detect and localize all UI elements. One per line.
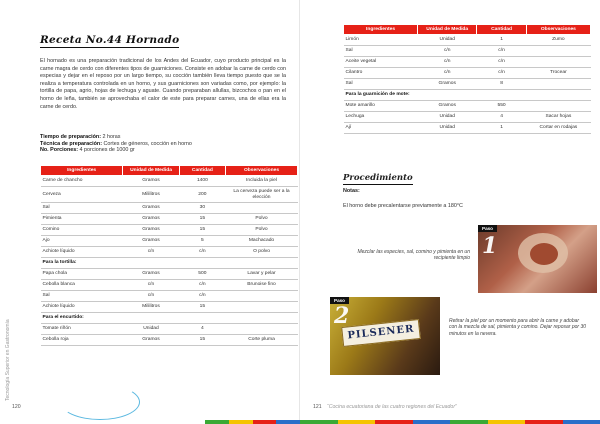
- recipe-intro: El hornado es una preparación tradicional de los Andes del Ecuador, cuyo producto principal es la carne magra de cerdo con diferentes tipos de guarniciones. Consiste en adobar la carne de cerdo con especias y dejar en el reposo por un largo tiempo, su cocción también lleva tiempo puesto que se la realiza a temperatura controlada en un horno, y sus guarniciones son variadas como, por ejemplo: la tortilla de papa, agrio, hojas de lechuga y aguate. Cuando preparaban allullas, bizcochos o pan en el horno de leña, también se aprovechaba el calor de este para preparar carnes, una de ellas era la carne de cerdo.: [40, 58, 286, 110]
- table-cell: 200: [179, 187, 225, 203]
- table-cell: Tomate riñón: [41, 324, 123, 335]
- footer-text: “Cocina ecuatoriana de las cuatro regiones del Ecuador”: [327, 404, 457, 410]
- table-cell: Cebolla roja: [41, 335, 123, 346]
- table-cell: Incluida la piel: [226, 176, 298, 187]
- table-cell: Carne de chancho: [41, 176, 123, 187]
- table-row: [41, 280, 298, 291]
- table-cell: O polvo: [226, 247, 298, 258]
- beer-brand-text: PILSENER: [346, 323, 415, 342]
- table-cell: Sacar hojas: [526, 112, 590, 123]
- table-cell: Gramos: [123, 203, 180, 214]
- table-cell: c/n: [418, 46, 477, 57]
- table-cell: Gramos: [123, 176, 180, 187]
- table-cell: Gramos: [123, 236, 180, 247]
- technique-label: Técnica de preparación:: [40, 140, 103, 147]
- table-cell: Sal: [41, 203, 123, 214]
- table-row: [41, 335, 298, 346]
- table-cell: Ají: [344, 123, 418, 134]
- table-row: [41, 176, 298, 187]
- table-row: [41, 203, 298, 214]
- table-cell: Pimienta: [41, 214, 123, 225]
- color-bar-segment: [253, 420, 277, 424]
- table-cell: 5: [179, 236, 225, 247]
- ingredients-table-right: [343, 24, 591, 134]
- prep-time-value: 2 horas: [102, 134, 121, 140]
- column-header: Unidad de Medida: [123, 166, 180, 176]
- table-cell: Sal: [41, 291, 123, 302]
- step-2-text: Retirar la piel por un momento para abrir la carne y adobar con la mezcla de sal, pimienta y comino. Dejar reposar por 30 minutos en la nevera.: [449, 318, 587, 337]
- color-bar-segment: [338, 420, 376, 424]
- technique-value: Cortes de géneros, cocción en horno: [103, 140, 192, 147]
- color-bar-segment: [300, 420, 338, 424]
- table-cell: Sal: [344, 79, 418, 90]
- procedure-title: Procedimiento: [343, 173, 413, 183]
- color-bar-segment: [563, 420, 600, 424]
- table-cell: Achiote líquido: [41, 302, 123, 313]
- beer-label: [341, 319, 421, 347]
- table-cell: Zumo: [526, 35, 590, 46]
- table-row: [41, 214, 298, 225]
- table-cell: [226, 291, 298, 302]
- table-cell: Mililitros: [123, 302, 180, 313]
- photo-spice-shape: [530, 243, 558, 265]
- notes-label: Notas:: [343, 188, 360, 194]
- prep-info: [40, 134, 286, 154]
- step-1-photo: [478, 225, 597, 293]
- table-cell: Unidad: [418, 112, 477, 123]
- table-cell: [526, 57, 590, 68]
- table-cell: [526, 46, 590, 57]
- step-2-photo: [330, 297, 440, 375]
- table-cell: Mililitros: [123, 187, 180, 203]
- color-bar-segment: [525, 420, 563, 424]
- table-header-row: [41, 166, 298, 176]
- table-cell: [226, 324, 298, 335]
- table-cell: Corte pluma: [226, 335, 298, 346]
- table-cell: Gramos: [123, 225, 180, 236]
- table-row: [41, 225, 298, 236]
- table-cell: Sal: [344, 46, 418, 57]
- table-cell: Unidad: [418, 123, 477, 134]
- table-row: [344, 57, 591, 68]
- column-header: Cantidad: [477, 25, 526, 35]
- table-cell: 1: [477, 35, 526, 46]
- table-cell: 15: [179, 302, 225, 313]
- step-2-number: 2: [334, 303, 350, 329]
- color-bar-right: [300, 420, 600, 424]
- color-bar-segment: [205, 420, 229, 424]
- decorative-swirl: [60, 384, 140, 420]
- table-row: [344, 68, 591, 79]
- table-cell: Cebolla blanca: [41, 280, 123, 291]
- table-row: [41, 302, 298, 313]
- table-cell: Achiote líquido: [41, 247, 123, 258]
- table-row: [344, 123, 591, 134]
- table-cell: c/n: [418, 57, 477, 68]
- table-cell: c/n: [477, 57, 526, 68]
- table-row: [344, 46, 591, 57]
- notes-text: El horno debe precalentarse previamente a 180°C: [343, 203, 463, 209]
- table-cell: Cortar en rodajas: [526, 123, 590, 134]
- table-cell: Trocear: [526, 68, 590, 79]
- table-cell: Lavar y pelar: [226, 269, 298, 280]
- table-cell: Lechuga: [344, 112, 418, 123]
- table-row: [41, 236, 298, 247]
- table-cell: Gramos: [123, 335, 180, 346]
- table-row: [41, 269, 298, 280]
- color-bar-segment: [229, 420, 253, 424]
- table-cell: c/n: [179, 280, 225, 291]
- table-cell: 15: [179, 335, 225, 346]
- table-cell: Brunoise fino: [226, 280, 298, 291]
- table-cell: 30: [179, 203, 225, 214]
- table-cell: c/n: [123, 280, 180, 291]
- table-cell: c/n: [477, 68, 526, 79]
- table-cell: 4: [477, 112, 526, 123]
- color-bar-segment: [276, 420, 300, 424]
- table-cell: c/n: [477, 46, 526, 57]
- prep-time-label: Tiempo de preparación:: [40, 134, 102, 140]
- side-vertical-text: Tecnología Superior en Gastronomía: [5, 319, 11, 401]
- ingredients-table-left: [40, 165, 298, 346]
- table-cell: La cerveza puede ser a la elección: [226, 187, 298, 203]
- table-row: [344, 112, 591, 123]
- table-cell: c/n: [418, 68, 477, 79]
- section-label: Para la guarnición de mote:: [344, 90, 591, 101]
- section-label: Para el encurtido:: [41, 313, 298, 324]
- table-cell: Ajo: [41, 236, 123, 247]
- table-cell: c/n: [123, 291, 180, 302]
- table-cell: Comino: [41, 225, 123, 236]
- table-cell: c/n: [179, 291, 225, 302]
- portions-value: 4 porciones de 1000 gr: [79, 147, 135, 154]
- column-header: Observaciones: [226, 166, 298, 176]
- table-cell: 4: [179, 324, 225, 335]
- step-1-number: 1: [482, 233, 498, 259]
- step-1-tag: Paso: [478, 225, 497, 232]
- step-2-tag: Paso: [330, 297, 349, 304]
- table-cell: Gramos: [418, 101, 477, 112]
- section-row: [41, 258, 298, 269]
- table-header-row: [344, 25, 591, 35]
- table-cell: 15: [179, 214, 225, 225]
- portions-label: No. Porciones:: [40, 147, 79, 154]
- table-row: [41, 187, 298, 203]
- table-row: [344, 79, 591, 90]
- section-row: [344, 90, 591, 101]
- column-header: Observaciones: [526, 25, 590, 35]
- table-cell: [526, 79, 590, 90]
- table-cell: Aceite vegetal: [344, 57, 418, 68]
- table-cell: [226, 302, 298, 313]
- table-cell: 15: [179, 225, 225, 236]
- table-cell: Gramos: [418, 79, 477, 90]
- table-cell: c/n: [179, 247, 225, 258]
- page-number-right: 121: [313, 404, 322, 410]
- table-row: [344, 101, 591, 112]
- table-cell: 8: [477, 79, 526, 90]
- table-cell: 550: [477, 101, 526, 112]
- table-cell: Machacado: [226, 236, 298, 247]
- table-cell: 500: [179, 269, 225, 280]
- section-label: Para la tortilla:: [41, 258, 298, 269]
- column-header: Cantidad: [179, 166, 225, 176]
- page-number-left: 120: [12, 404, 21, 410]
- table-cell: [526, 101, 590, 112]
- table-cell: Polvo: [226, 225, 298, 236]
- table-row: [344, 35, 591, 46]
- table-cell: Papa chola: [41, 269, 123, 280]
- table-cell: [226, 203, 298, 214]
- color-bar-segment: [450, 420, 488, 424]
- table-cell: Gramos: [123, 269, 180, 280]
- table-cell: Cerveza: [41, 187, 123, 203]
- table-cell: Cilantro: [344, 68, 418, 79]
- color-bar-segment: [375, 420, 413, 424]
- column-header: Ingredientes: [41, 166, 123, 176]
- table-cell: c/n: [123, 247, 180, 258]
- table-row: [41, 291, 298, 302]
- table-cell: Unidad: [123, 324, 180, 335]
- section-row: [41, 313, 298, 324]
- step-1-text: Mezclar las especies, sal, comino y pimienta en un recipiente limpio: [357, 249, 470, 262]
- table-cell: Limón: [344, 35, 418, 46]
- column-header: Unidad de Medida: [418, 25, 477, 35]
- recipe-title: Receta No.44 Hornado: [40, 34, 180, 46]
- table-row: [41, 324, 298, 335]
- table-cell: Mote amarillo: [344, 101, 418, 112]
- table-row: [41, 247, 298, 258]
- column-header: Ingredientes: [344, 25, 418, 35]
- color-bar-left: [205, 420, 300, 424]
- color-bar-segment: [488, 420, 526, 424]
- table-cell: Polvo: [226, 214, 298, 225]
- table-cell: 1: [477, 123, 526, 134]
- table-cell: 1400: [179, 176, 225, 187]
- color-bar-segment: [413, 420, 451, 424]
- table-cell: Unidad: [418, 35, 477, 46]
- table-cell: Gramos: [123, 214, 180, 225]
